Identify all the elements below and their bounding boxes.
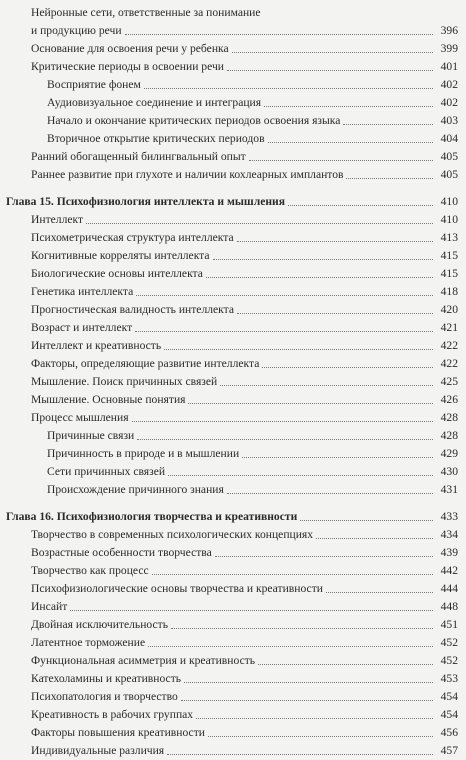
dot-leader (144, 88, 433, 89)
toc-entry-title: Возраст и интеллект (31, 319, 134, 337)
toc-entry[interactable] (0, 265, 466, 283)
dot-leader (237, 313, 433, 314)
dot-leader (268, 142, 433, 143)
section-gap (0, 184, 466, 193)
chapter-page: 433 (440, 510, 458, 523)
toc-entry-title: Интеллект и креативность (31, 337, 163, 355)
dot-leader (220, 385, 433, 386)
dot-leader (132, 421, 433, 422)
toc-entry[interactable] (0, 301, 466, 319)
toc-entry[interactable] (0, 391, 466, 409)
toc-entry-page: 426 (440, 393, 458, 406)
toc-entry-page: 434 (440, 528, 458, 541)
toc-entry-page: 413 (440, 231, 458, 244)
dot-leader (168, 475, 433, 476)
dot-leader (164, 349, 433, 350)
toc-entry-title: Катехоламины и креативность (31, 670, 183, 688)
dot-leader (135, 331, 433, 332)
dot-leader (86, 223, 433, 224)
toc-entry-title: Сети причинных связей (47, 463, 167, 481)
dot-leader (167, 754, 433, 755)
dot-leader (196, 718, 433, 719)
toc-entry-page: 422 (440, 339, 458, 352)
toc-entry[interactable] (0, 634, 466, 652)
toc-entry-title: Причинные связи (47, 427, 136, 445)
toc-entry[interactable] (0, 463, 466, 481)
toc-entry[interactable] (0, 319, 466, 337)
dot-leader (125, 34, 433, 35)
toc-entry-title: Восприятие фонем (47, 76, 143, 94)
dot-leader (258, 664, 433, 665)
toc-entry-title: Инсайт (31, 598, 69, 616)
toc-entry-title: Начало и окончание критических периодов освоения языка (47, 112, 342, 130)
dot-leader (136, 295, 433, 296)
toc-entry-title: Психофизиологические основы творчества и креативности (31, 580, 325, 598)
toc-entry-page: 420 (440, 303, 458, 316)
toc-entry[interactable] (0, 481, 466, 499)
dot-leader (232, 52, 433, 53)
toc-entry[interactable] (0, 355, 466, 373)
toc-entry-title: и продукцию речи (31, 22, 124, 40)
toc-entry-wrapped-line: Нейронные сети, ответственные за понимание (31, 6, 261, 19)
dot-leader (237, 241, 433, 242)
dot-leader (184, 682, 433, 683)
toc-entry-page: 421 (440, 321, 458, 334)
toc-entry-page: 451 (440, 618, 458, 631)
toc-entry-page: 453 (440, 672, 458, 685)
toc-entry[interactable] (0, 166, 466, 184)
toc-entry-page: 431 (440, 483, 458, 496)
toc-entry-title: Творчество в современных психологических концепциях (31, 526, 315, 544)
dot-leader (300, 520, 433, 521)
toc-entry-page: 415 (440, 267, 458, 280)
toc-entry-title: Латентное торможение (31, 634, 147, 652)
toc-entry[interactable] (0, 427, 466, 445)
toc-entry[interactable] (0, 283, 466, 301)
dot-leader (148, 646, 433, 647)
dot-leader (137, 439, 433, 440)
toc-entry[interactable] (0, 445, 466, 463)
dot-leader (206, 277, 433, 278)
toc-entry-page: 456 (440, 726, 458, 739)
chapter-15-entries (0, 211, 466, 499)
toc-entry-page: 454 (440, 708, 458, 721)
dot-leader (152, 574, 433, 575)
toc-entry-title: Индивидуальные различия (31, 742, 166, 760)
toc-entry-page: 396 (440, 24, 458, 37)
toc-entry-page: 452 (440, 636, 458, 649)
toc-entry[interactable] (0, 373, 466, 391)
dot-leader (171, 628, 433, 629)
toc-entry-page: 405 (440, 168, 458, 181)
dot-leader (316, 538, 433, 539)
dot-leader (215, 556, 433, 557)
dot-leader (188, 403, 433, 404)
toc-entry[interactable] (0, 229, 466, 247)
toc-entry-title: Процесс мышления (31, 409, 131, 427)
dot-leader (213, 259, 433, 260)
toc-entry-title: Генетика интеллекта (31, 283, 135, 301)
toc-entry-page: 422 (440, 357, 458, 370)
toc-entry[interactable] (0, 58, 466, 76)
dot-leader (262, 367, 433, 368)
toc-entry-page: 403 (440, 114, 458, 127)
toc-entry-title: Раннее развитие при глухоте и наличии кохлеарных имплантов (31, 166, 345, 184)
toc-entry-page: 457 (440, 744, 458, 757)
toc-entry[interactable] (0, 409, 466, 427)
toc-entry-page: 405 (440, 150, 458, 163)
toc-entry-page: 448 (440, 600, 458, 613)
toc-entry[interactable] (0, 247, 466, 265)
toc-entry-title: Факторы, определяющие развитие интеллекта (31, 355, 261, 373)
toc-entry-page: 401 (440, 60, 458, 73)
toc-entry-title: Мышление. Поиск причинных связей (31, 373, 219, 391)
toc-entry[interactable] (0, 526, 466, 544)
toc-entry[interactable] (0, 112, 466, 130)
toc-entry[interactable] (0, 562, 466, 580)
toc-entry-page: 452 (440, 654, 458, 667)
toc-entry[interactable] (0, 688, 466, 706)
dot-leader (181, 700, 433, 701)
toc-entry-page: 418 (440, 285, 458, 298)
dot-leader (208, 736, 433, 737)
dot-leader (288, 205, 433, 206)
toc-entry-page: 439 (440, 546, 458, 559)
toc-entry-title: Креативность в рабочих группах (31, 706, 195, 724)
chapter-title: Глава 15. Психофизиология интеллекта и мышления (6, 193, 287, 211)
toc-entry-page: 442 (440, 564, 458, 577)
toc-entry[interactable] (0, 670, 466, 688)
toc-entry[interactable] (0, 148, 466, 166)
dot-leader (70, 610, 433, 611)
toc-entry-page: 410 (440, 213, 458, 226)
toc-entry[interactable] (0, 616, 466, 634)
toc-entry-page: 428 (440, 411, 458, 424)
toc-entry[interactable] (0, 130, 466, 148)
toc-entry-page: 402 (440, 78, 458, 91)
dot-leader (227, 493, 433, 494)
toc-entry-title: Ранний обогащенный билингвальный опыт (31, 148, 248, 166)
toc-entry-page: 444 (440, 582, 458, 595)
chapter-16-heading[interactable] (0, 508, 466, 526)
toc-entry-title: Психопатология и творчество (31, 688, 180, 706)
toc-entry-title: Мышление. Основные понятия (31, 391, 187, 409)
toc-entry-title: Критические периоды в освоении речи (31, 58, 226, 76)
dot-leader (343, 124, 433, 125)
toc-entry-title: Факторы повышения креативности (31, 724, 207, 742)
dot-leader (326, 592, 433, 593)
toc-entry-page: 430 (440, 465, 458, 478)
toc-entry-title: Возрастные особенности творчества (31, 544, 214, 562)
chapter-15-heading[interactable] (0, 193, 466, 211)
dot-leader (242, 457, 433, 458)
toc-entry-title: Аудиовизуальное соединение и интеграция (47, 94, 263, 112)
toc-entry-page: 399 (440, 42, 458, 55)
toc-entry-page: 429 (440, 447, 458, 460)
chapter-page: 410 (440, 195, 458, 208)
toc-entry-title: Когнитивные корреляты интеллекта (31, 247, 212, 265)
toc-entry-page: 415 (440, 249, 458, 262)
toc-entry-title: Двойная исключительность (31, 616, 170, 634)
toc-entry-page: 428 (440, 429, 458, 442)
toc-entry-title: Функциональная асимметрия и креативность (31, 652, 257, 670)
dot-leader (227, 70, 433, 71)
toc-entry-page: 454 (440, 690, 458, 703)
toc-entry[interactable] (0, 22, 466, 40)
toc-entry-title: Творчество как процесс (31, 562, 151, 580)
toc-entry[interactable] (0, 211, 466, 229)
toc-entry[interactable] (0, 742, 466, 760)
toc-entry-title: Интеллект (31, 211, 85, 229)
toc-entry-title: Происхождение причинного знания (47, 481, 226, 499)
toc-entry-title: Причинность в природе и в мышлении (47, 445, 241, 463)
toc-entry[interactable] (0, 76, 466, 94)
dot-leader (249, 160, 433, 161)
toc-entry[interactable] (0, 724, 466, 742)
toc-entry[interactable] (0, 337, 466, 355)
toc-entry-page: 402 (440, 96, 458, 109)
toc-entry-title: Прогностическая валидность интеллекта (31, 301, 236, 319)
toc-entry-page: 404 (440, 132, 458, 145)
toc-intro-section (0, 22, 466, 184)
toc-entry[interactable] (0, 544, 466, 562)
dot-leader (264, 106, 433, 107)
toc-entry-title: Основание для освоения речи у ребенка (31, 40, 231, 58)
chapter-16-entries (0, 526, 466, 760)
toc-entry[interactable] (0, 580, 466, 598)
toc-entry[interactable] (0, 706, 466, 724)
toc-entry[interactable] (0, 94, 466, 112)
toc-entry[interactable] (0, 40, 466, 58)
toc-entry[interactable] (0, 598, 466, 616)
dot-leader (346, 178, 433, 179)
chapter-title: Глава 16. Психофизиология творчества и креативности (6, 508, 299, 526)
toc-entry[interactable] (0, 652, 466, 670)
toc-entry-title: Вторичное открытие критических периодов (47, 130, 267, 148)
toc-entry-title: Психометрическая структура интеллекта (31, 229, 236, 247)
section-gap (0, 499, 466, 508)
toc-entry-title: Биологические основы интеллекта (31, 265, 205, 283)
toc-entry-page: 425 (440, 375, 458, 388)
